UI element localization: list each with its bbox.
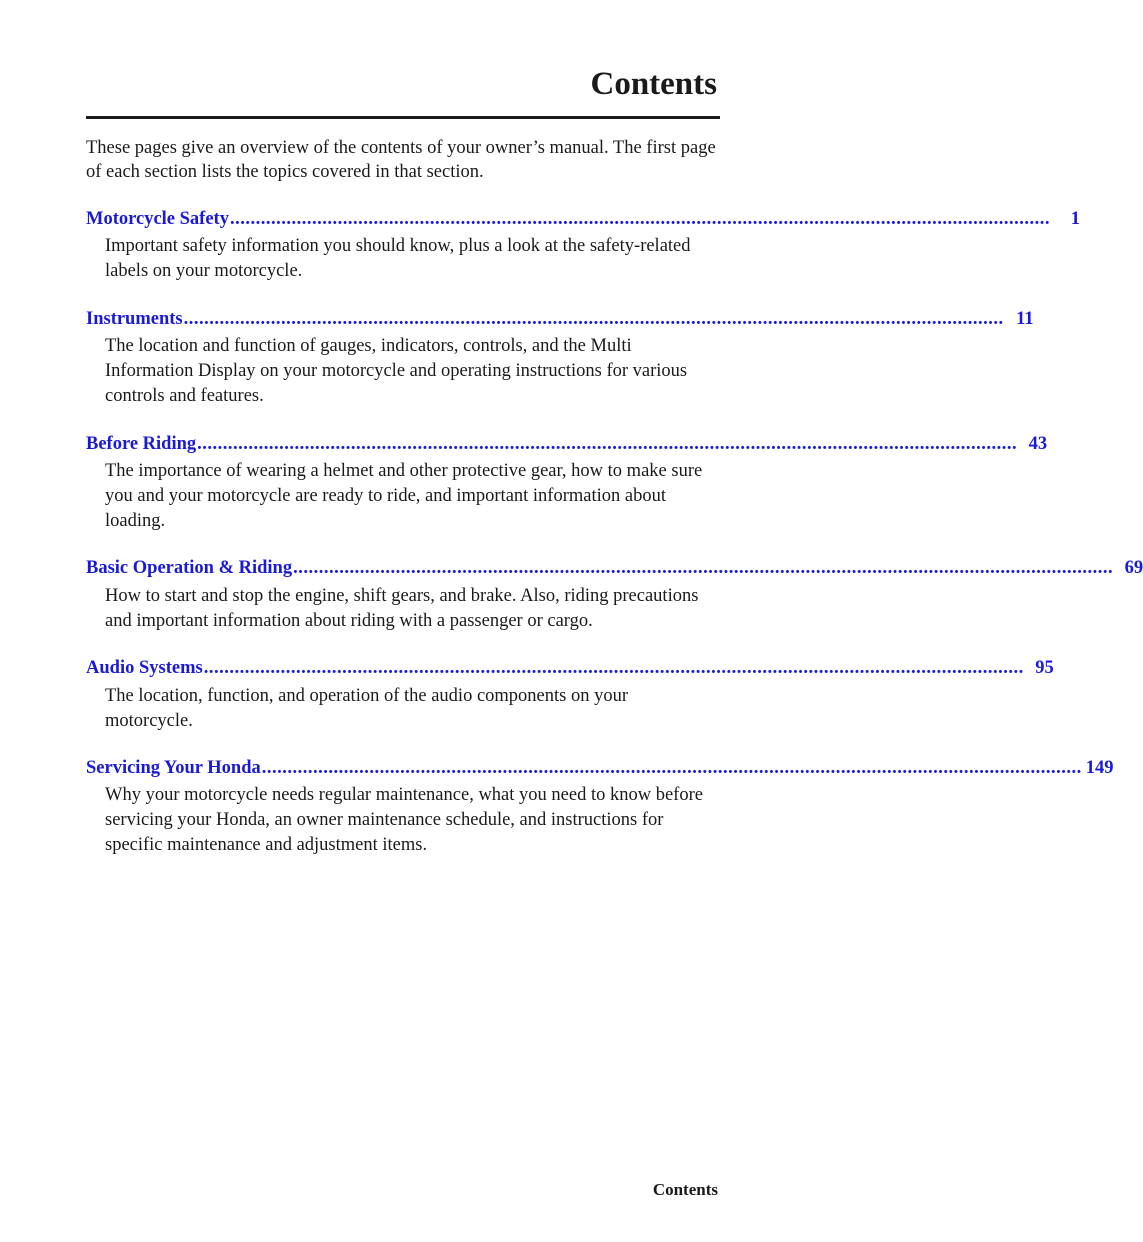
toc-label: Motorcycle Safety: [86, 209, 229, 229]
toc-link-audio-systems[interactable]: [86, 658, 1054, 682]
toc-label: Basic Operation & Riding: [86, 558, 293, 578]
footer-section-label: Contents: [652, 1180, 718, 1199]
page-title: Contents: [590, 66, 717, 102]
toc-page-number: 1: [1070, 209, 1080, 229]
toc-page-number: 149: [1085, 758, 1114, 778]
toc-leader-dots: ................................................................................................................................................................: [261, 758, 1082, 778]
toc-page-number: 69: [1124, 558, 1143, 578]
toc-leader-dots: ................................................................................................................................................................: [229, 209, 1050, 229]
toc-description: Why your motorcycle needs regular maintenance, what you need to know before servicing your Honda, an owner maintenance schedule, and instructions for specific maintenance and adjustment items.: [105, 785, 703, 855]
toc-link-basic-operation[interactable]: [86, 558, 1143, 582]
toc-page-number: 95: [1035, 658, 1054, 678]
toc-label: Servicing Your Honda: [86, 758, 261, 778]
toc-link-before-riding[interactable]: [86, 434, 1048, 458]
toc-label: Audio Systems: [86, 658, 203, 678]
toc-description: The location and function of gauges, indicators, controls, and the Multi Information Display on your motorcycle and operating instructions for various controls and features.: [105, 336, 688, 406]
toc-link-servicing[interactable]: [86, 758, 1114, 782]
intro-paragraph: These pages give an overview of the contents of your owner’s manual. The first page of each section lists the topics covered in that section.: [86, 138, 716, 182]
toc-link-instruments[interactable]: [86, 309, 1034, 333]
toc-description: The location, function, and operation of the audio components on your motorcycle.: [105, 686, 629, 731]
toc-description: How to start and stop the engine, shift gears, and brake. Also, riding precautions and important information about riding with a passenger or cargo.: [105, 586, 699, 631]
toc-label: Instruments: [86, 309, 183, 329]
toc-page-number: 11: [1016, 309, 1034, 329]
toc-leader-dots: ................................................................................................................................................................: [293, 558, 1114, 578]
toc-leader-dots: ................................................................................................................................................................: [197, 434, 1018, 454]
toc-leader-dots: ................................................................................................................................................................: [183, 309, 1004, 329]
toc-description: Important safety information you should know, plus a look at the safety-related labels on your motorcycle.: [105, 236, 691, 281]
toc-label: Before Riding: [86, 434, 197, 454]
toc-leader-dots: ................................................................................................................................................................: [203, 658, 1024, 678]
toc-link-motorcycle-safety[interactable]: [86, 209, 1080, 233]
toc-description: The importance of wearing a helmet and other protective gear, how to make sure you and your motorcycle are ready to ride, and important information about loading.: [105, 461, 703, 531]
toc-page-number: 43: [1028, 434, 1048, 454]
